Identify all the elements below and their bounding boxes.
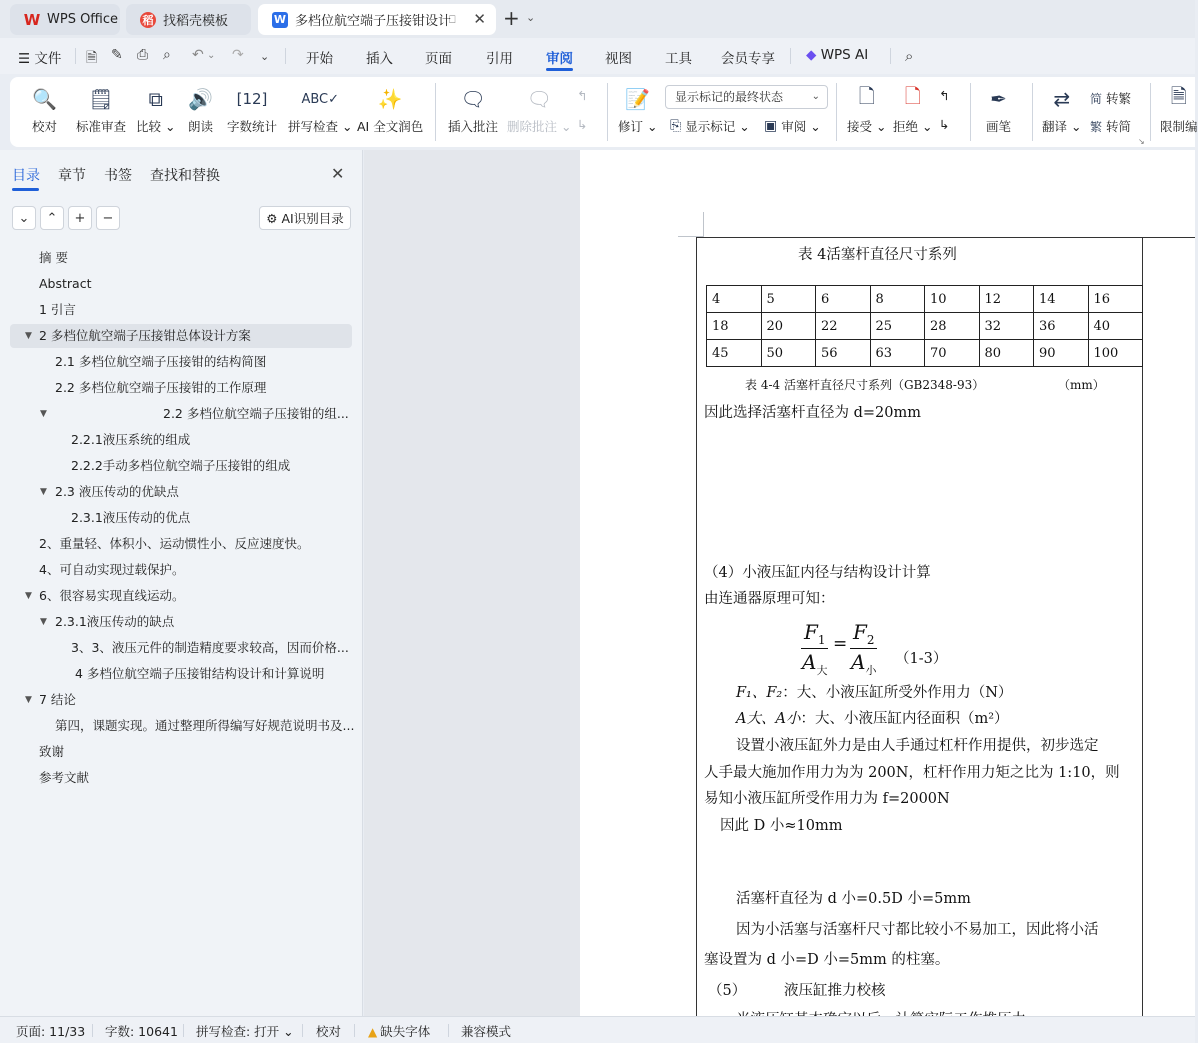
accept-button[interactable] <box>847 85 886 141</box>
table-cell: 36 <box>1034 313 1089 340</box>
table-cell: 70 <box>925 340 980 367</box>
eq-denominator-left: $A_大$ <box>802 650 828 677</box>
menu-review[interactable]: 审阅 <box>546 51 573 67</box>
expand-toggle-icon[interactable]: ▼ <box>25 695 32 705</box>
toc-item-label: 致谢 <box>39 744 65 759</box>
markup-state-value: 显示标记的最终状态 <box>675 90 784 104</box>
next-comment-icon[interactable]: ↳ <box>577 117 588 132</box>
markup-state-select[interactable] <box>665 85 828 109</box>
divider <box>75 48 76 64</box>
toc-item-label: 6、很容易实现直线运动。 <box>39 588 185 603</box>
menu-view[interactable]: 视图 <box>605 51 632 67</box>
table-row <box>707 340 1143 367</box>
track-changes-button[interactable] <box>618 85 657 141</box>
divider <box>607 83 608 141</box>
table-cell: 12 <box>979 286 1034 313</box>
fraction-bar <box>850 648 877 649</box>
accept-label: 接受 ⌄ <box>847 119 887 134</box>
undo-icon[interactable]: ↶ <box>192 47 204 63</box>
table-cell: 4 <box>707 286 762 313</box>
toc-item[interactable] <box>10 324 352 348</box>
simplified-icon: 繁 <box>1090 119 1103 134</box>
file-menu-label: 文件 <box>34 51 62 67</box>
toc-item-label: Abstract <box>39 276 92 291</box>
spell-check-label: 拼写检查 ⌄ <box>288 119 353 134</box>
spell-check-indicator[interactable]: 拼写检查: 打开 ⌄ <box>196 1024 294 1039</box>
table-cell: 56 <box>816 340 871 367</box>
table-caption: 表 4-4 活塞杆直径尺寸系列（GB2348-93） <box>745 378 985 392</box>
table-cell: 100 <box>1088 340 1143 367</box>
table-cell: 18 <box>707 313 762 340</box>
toc-item-label: 4、可自动实现过载保护。 <box>39 562 185 577</box>
to-simplified-label: 转简 <box>1106 119 1132 134</box>
toc-item[interactable] <box>10 662 352 686</box>
paragraph: 因为小活塞与活塞杆尺寸都比较小不易加工，因此将小活 <box>736 922 1099 938</box>
warning-icon: ▲ <box>368 1025 378 1039</box>
paragraph: 因此 D 小≈10mm <box>720 818 843 834</box>
paragraph: 设置小液压缸外力是由人手通过杠杆作用提供，初步选定 <box>736 738 1099 754</box>
restrict-icon: 🗎 <box>1170 84 1187 108</box>
eq-equals: = <box>833 634 848 654</box>
table-cell: 40 <box>1088 313 1143 340</box>
chevron-down-icon: ⌄ <box>18 210 30 226</box>
toc-item-label: 2.2 多档位航空端子压接钳的组... <box>163 406 349 421</box>
divider <box>890 48 891 64</box>
previous-change-icon[interactable]: ↰ <box>939 88 950 103</box>
toc-item-label: 2.3 液压传动的优缺点 <box>55 484 179 499</box>
divider <box>1032 83 1033 141</box>
toc-item-label: 4 多档位航空端子压接钳结构设计和计算说明 <box>75 666 325 681</box>
divider <box>92 1024 93 1037</box>
table-cell: 6 <box>816 286 871 313</box>
toc-item[interactable] <box>10 584 352 608</box>
delete-comment-button[interactable] <box>507 85 571 141</box>
compare-label: 比较 ⌄ <box>136 119 176 134</box>
divider <box>970 83 971 141</box>
restrict-label: 限制编 <box>1160 119 1198 134</box>
tab-find-replace[interactable]: 查找和替换 <box>150 168 220 184</box>
to-traditional-label: 转繁 <box>1106 91 1132 106</box>
document-page <box>580 150 1195 1016</box>
definition-area: A大、A小：大、小液压缸内径面积（m²） <box>736 711 1009 727</box>
comment-delete-icon: 🗨 <box>526 87 552 111</box>
new-tab-icon[interactable]: + <box>503 6 520 30</box>
proofread-indicator[interactable]: 校对 <box>316 1024 342 1039</box>
divider <box>836 83 837 141</box>
tab-document-label: 多档位航空端子压接钳设计 <box>295 14 452 29</box>
ai-toc-button[interactable] <box>259 206 351 230</box>
toc-item[interactable] <box>10 454 352 478</box>
section-heading: （4）小液压缸内径与结构设计计算 <box>704 565 931 581</box>
section-heading-number: （5） <box>708 983 747 999</box>
word-count-icon: [12] <box>236 90 268 108</box>
screen-icon: ⎕ <box>449 12 456 26</box>
paragraph: 因此选择活塞杆直径为 d=20mm <box>704 405 921 421</box>
expand-group-icon[interactable]: ↘ <box>1138 137 1145 146</box>
table-cell: 28 <box>925 313 980 340</box>
definition-force: F₁、F₂：大、小液压缸所受外作用力（N） <box>736 685 1013 701</box>
eq-numerator-right: $F_2$ <box>853 620 875 647</box>
eq-denominator-right: $A_小$ <box>851 650 877 677</box>
word-count-indicator[interactable]: 字数: 10641 <box>105 1024 178 1039</box>
table-row <box>707 286 1143 313</box>
template-logo-icon: 稻 <box>140 12 156 28</box>
paragraph: 易知小液压缸所受作用力为 f=2000N <box>704 791 950 807</box>
table-cell: 14 <box>1034 286 1089 313</box>
compat-mode-indicator: 兼容模式 <box>461 1024 512 1039</box>
read-aloud-icon: 🔊 <box>188 87 213 111</box>
table-cell: 5 <box>761 286 816 313</box>
hamburger-icon: ☰ <box>18 51 31 67</box>
table-cell: 22 <box>816 313 871 340</box>
ai-polish-button[interactable] <box>357 85 423 141</box>
toc-item-label: 2、重量轻、体积小、运动惯性小、反应速度快。 <box>39 536 310 551</box>
spell-check-icon: ABC✓ <box>301 91 340 107</box>
reject-button[interactable] <box>893 85 932 141</box>
proofread-icon: 🔍 <box>32 87 57 111</box>
menu-tools[interactable]: 工具 <box>665 51 692 67</box>
undo-dropdown-icon[interactable]: ⌄ <box>207 50 216 61</box>
expand-toggle-icon[interactable]: ▼ <box>40 409 47 419</box>
accept-icon: 🗋 <box>858 84 875 108</box>
divider <box>302 1024 303 1037</box>
to-simplified-button[interactable] <box>1090 117 1131 135</box>
tab-document[interactable] <box>258 4 496 35</box>
delete-comment-label: 删除批注 ⌄ <box>507 119 572 134</box>
table-cell: 45 <box>707 340 762 367</box>
reject-label: 拒绝 ⌄ <box>893 119 933 134</box>
pen-button[interactable] <box>986 85 1011 141</box>
table-row <box>707 313 1143 340</box>
comment-add-icon: 🗨 <box>460 87 486 111</box>
table-cell: 32 <box>979 313 1034 340</box>
table-cell: 10 <box>925 286 980 313</box>
redo-icon[interactable]: ↷ <box>232 47 244 63</box>
file-menu[interactable] <box>18 47 61 67</box>
divider <box>448 1024 449 1037</box>
review-pane-button[interactable]: ▣ 审阅 ⌄ <box>764 118 821 134</box>
toc-item-label: 2 多档位航空端子压接钳总体设计方案 <box>39 328 251 343</box>
paragraph: 活塞杆直径为 d 小=0.5D 小=5mm <box>736 891 971 907</box>
save-icon[interactable]: 🗎 <box>86 50 98 66</box>
missing-font-indicator[interactable]: ▲ 缺失字体 <box>368 1024 431 1039</box>
toc-item-label: 2.3.1液压传动的优点 <box>71 510 191 525</box>
chevron-down-icon: ⌄ <box>811 91 820 102</box>
expand-toggle-icon[interactable]: ▼ <box>25 331 32 341</box>
menu-home[interactable]: 开始 <box>306 51 333 67</box>
word-count-button[interactable] <box>227 85 277 141</box>
table-cell: 20 <box>761 313 816 340</box>
toc-item-label: 2.3.1液压传动的缺点 <box>55 614 175 629</box>
expand-up-button[interactable] <box>40 206 64 230</box>
toc-item[interactable] <box>10 376 352 400</box>
table-cell: 25 <box>870 313 925 340</box>
divider <box>183 1024 184 1037</box>
tab-template-label: 找稻壳模板 <box>163 14 229 29</box>
review-ribbon <box>10 77 1198 147</box>
show-markup-button[interactable]: ⎘ 显示标记 ⌄ <box>670 118 750 134</box>
document-area <box>364 150 1195 1016</box>
divider <box>354 1024 355 1037</box>
insert-comment-label: 插入批注 <box>448 119 499 134</box>
table-cell: 50 <box>761 340 816 367</box>
ai-toc-label: AI识别目录 <box>281 211 344 226</box>
plus-icon: + <box>74 210 86 226</box>
wps-logo-icon: W <box>23 10 41 29</box>
section-heading: 液压缸推力校核 <box>784 983 886 999</box>
toc-item[interactable] <box>10 532 352 556</box>
rod-diameter-table <box>706 285 1143 367</box>
eq-number: （1-3） <box>895 651 948 667</box>
translate-label: 翻译 ⌄ <box>1042 119 1082 134</box>
divider <box>790 48 791 64</box>
read-aloud-label: 朗读 <box>188 119 214 134</box>
wps-ai-label: WPS AI <box>820 47 869 63</box>
writer-logo-icon: W <box>273 13 287 26</box>
toc-item[interactable] <box>10 402 352 426</box>
toc-item[interactable] <box>10 558 352 582</box>
divider <box>1150 83 1151 141</box>
toc-item-label: 7 结论 <box>39 692 76 707</box>
toc-item-label: 1 引言 <box>39 302 76 317</box>
review-pane-label: 审阅 <box>781 119 807 134</box>
track-changes-icon: 📝 <box>625 87 651 111</box>
standard-review-label: 标准审查 <box>76 119 127 134</box>
insert-comment-button[interactable] <box>448 85 498 141</box>
table-cell: 90 <box>1034 340 1089 367</box>
tab-bar <box>0 0 1195 38</box>
chevron-down-icon[interactable]: ⌄ <box>526 11 536 24</box>
next-change-icon[interactable]: ↳ <box>939 117 950 132</box>
navigation-panel <box>0 150 363 1016</box>
previous-comment-icon[interactable]: ↰ <box>577 88 588 103</box>
expand-toggle-icon[interactable]: ▼ <box>40 617 47 627</box>
toc-item-label: 第四，课题实现。通过整理所得编写好规范说明书及... <box>55 718 355 733</box>
tab-wps-label: WPS Office <box>47 12 119 27</box>
close-tab-icon[interactable]: ✕ <box>473 10 486 28</box>
show-markup-label: 显示标记 <box>685 119 736 134</box>
proofread-label: 校对 <box>32 119 58 134</box>
page-border-line <box>1143 237 1195 238</box>
print-preview-icon[interactable]: ⌕ <box>163 47 171 63</box>
chevron-down-icon[interactable]: ⌄ <box>260 50 270 63</box>
minus-icon: − <box>102 210 114 226</box>
print-icon[interactable]: ⎙ <box>137 47 149 63</box>
toc-item[interactable] <box>10 610 352 634</box>
menu-insert[interactable]: 插入 <box>366 51 393 67</box>
search-icon[interactable]: ⌕ <box>905 47 914 65</box>
format-painter-icon[interactable]: ✎ <box>111 47 123 63</box>
pen-icon: ✒ <box>990 87 1007 111</box>
reject-icon: 🗋 <box>904 84 921 108</box>
toc-item[interactable] <box>10 298 352 322</box>
ai-polish-label: AI 全文润色 <box>357 119 424 134</box>
magic-wand-icon: ✨ <box>377 87 403 111</box>
track-changes-label: 修订 ⌄ <box>618 119 658 134</box>
table-cell: 8 <box>870 286 925 313</box>
toc-item-label: 2.1 多档位航空端子压接钳的结构简图 <box>55 354 267 369</box>
page-indicator[interactable]: 页面: 11/33 <box>16 1024 86 1039</box>
toc-item[interactable] <box>10 766 352 790</box>
toc-item-label: 2.2.2手动多档位航空端子压接钳的组成 <box>71 458 291 473</box>
menu-membership[interactable]: 会员专享 <box>721 51 775 67</box>
show-markup-icon: ⎘ <box>670 118 682 134</box>
toc-item[interactable] <box>10 428 352 452</box>
table-unit: （mm） <box>1058 378 1105 392</box>
menu-bar <box>0 38 1195 74</box>
toc-item-label: 3、3、液压元件的制造精度要求较高，因而价格... <box>71 640 349 655</box>
eq-numerator-left: $F_1$ <box>804 620 826 647</box>
toc-item-label: 参考文献 <box>39 770 90 785</box>
to-traditional-button[interactable] <box>1090 89 1131 107</box>
active-tab-indicator <box>12 188 39 191</box>
status-bar <box>0 1016 1195 1043</box>
active-menu-indicator <box>546 68 573 71</box>
expand-toggle-icon[interactable]: ▼ <box>25 591 32 601</box>
collapse-all-button[interactable] <box>12 206 36 230</box>
standard-review-button[interactable] <box>76 85 126 141</box>
paragraph: 塞设置为 d 小=D 小=5mm 的柱塞。 <box>704 952 950 968</box>
wps-ai-menu[interactable] <box>806 47 868 63</box>
menu-references[interactable]: 引用 <box>486 51 513 67</box>
toc-item[interactable] <box>10 272 352 296</box>
proofread-button[interactable] <box>32 85 57 141</box>
translate-icon: ⇄ <box>1053 87 1071 111</box>
table-cell: 16 <box>1088 286 1143 313</box>
toc-item[interactable] <box>10 688 352 712</box>
close-icon[interactable]: ✕ <box>331 164 345 183</box>
remove-heading-button[interactable] <box>96 206 120 230</box>
restrict-editing-button[interactable] <box>1160 85 1198 141</box>
toc-item[interactable] <box>10 636 352 660</box>
traditional-icon: 简 <box>1090 91 1103 106</box>
fraction-bar <box>801 648 828 649</box>
paragraph: 人手最大施加作用力为为 200N，杠杆作用力矩之比为 1:10，则 <box>704 765 1120 781</box>
crop-mark <box>703 212 704 237</box>
tab-bookmarks[interactable]: 书签 <box>104 168 132 184</box>
toc-item-label: 2.2.1液压系统的组成 <box>71 432 191 447</box>
tab-toc[interactable]: 目录 <box>12 168 40 184</box>
divider <box>285 48 286 64</box>
compare-button[interactable] <box>136 85 175 141</box>
standard-review-icon: 🗒 <box>88 87 114 111</box>
chevron-up-icon: ⌃ <box>46 210 58 226</box>
word-count-label: 字数统计 <box>227 119 278 134</box>
compare-icon: ⧉ <box>148 87 163 111</box>
spell-check-button[interactable] <box>288 85 352 141</box>
divider <box>435 83 436 141</box>
tab-template[interactable] <box>126 4 251 35</box>
toc-item[interactable] <box>10 246 352 270</box>
table-cell: 80 <box>979 340 1034 367</box>
review-pane-icon: ▣ <box>764 118 778 134</box>
ai-icon: ⚙ <box>266 210 278 226</box>
toc-item[interactable] <box>10 506 352 530</box>
paragraph: 由连通器原理可知： <box>704 591 835 607</box>
add-heading-button[interactable] <box>68 206 92 230</box>
toc-item[interactable] <box>10 350 352 374</box>
tab-wps-office[interactable] <box>10 4 120 35</box>
pen-label: 画笔 <box>986 119 1012 134</box>
toc-item-label: 摘 要 <box>39 250 68 265</box>
table-cell: 63 <box>870 340 925 367</box>
menu-page[interactable]: 页面 <box>425 51 452 67</box>
tab-chapters[interactable]: 章节 <box>58 168 86 184</box>
table-title: 表 4活塞杆直径尺寸系列 <box>798 247 957 263</box>
toc-item[interactable] <box>10 740 352 764</box>
translate-button[interactable] <box>1042 85 1081 141</box>
toc-item-label: 2.2 多档位航空端子压接钳的工作原理 <box>55 380 267 395</box>
read-aloud-button[interactable] <box>188 85 213 141</box>
expand-toggle-icon[interactable]: ▼ <box>40 487 47 497</box>
toc-item[interactable] <box>10 480 352 504</box>
wps-ai-icon: ◆ <box>806 47 817 63</box>
toc-item[interactable] <box>10 714 355 738</box>
